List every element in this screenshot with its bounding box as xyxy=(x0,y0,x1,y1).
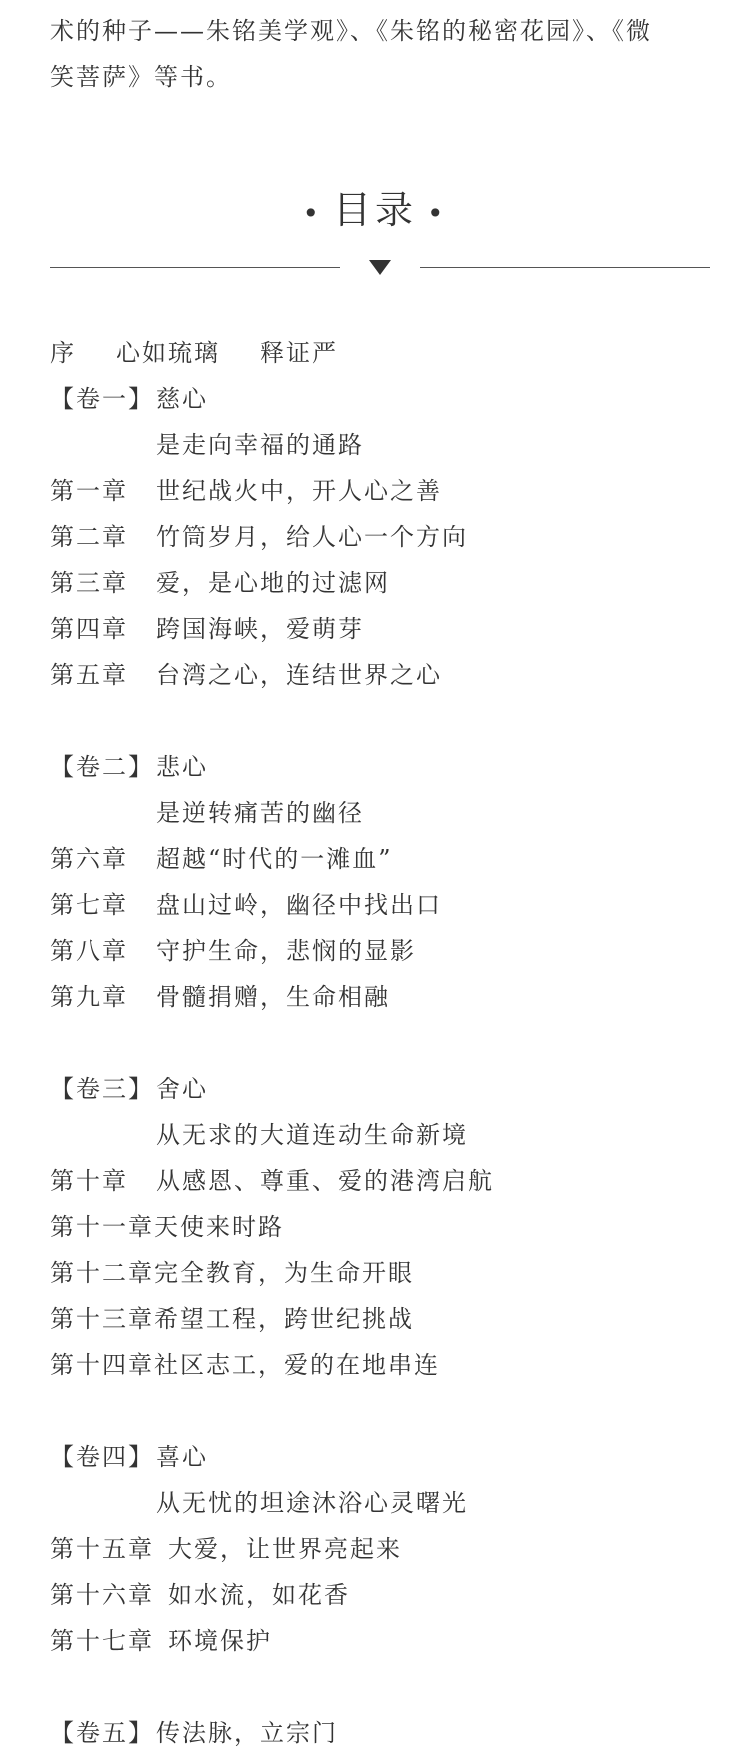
chapter-number: 第九章 xyxy=(50,983,128,1011)
intro-paragraph xyxy=(50,8,710,100)
chapter-number: 第一章 xyxy=(50,477,128,505)
chapter-row[interactable] xyxy=(50,882,710,928)
chapter-title: 骨髓捐赠，生命相融 xyxy=(156,983,390,1011)
volume-subtitle: 是逆转痛苦的幽径 xyxy=(156,799,364,827)
volume-title: 慈心 xyxy=(156,385,208,413)
chapter-title: 如水流，如花香 xyxy=(168,1581,350,1609)
chapter-title: 环境保护 xyxy=(168,1627,272,1655)
chapter-row[interactable] xyxy=(50,1204,710,1250)
section-spacer xyxy=(50,698,710,744)
divider-line-left xyxy=(50,267,340,268)
chapter-number: 第五章 xyxy=(50,661,128,689)
chapter-row[interactable] xyxy=(50,1526,710,1572)
chapter-title: 社区志工，爱的在地串连 xyxy=(154,1351,440,1379)
chapter-number: 第四章 xyxy=(50,615,128,643)
chapter-row[interactable] xyxy=(50,468,710,514)
chapter-number: 第十四章 xyxy=(50,1351,154,1379)
preface-author: 释证严 xyxy=(260,339,338,367)
volume-row[interactable] xyxy=(50,1066,710,1112)
chapter-title: 爱，是心地的过滤网 xyxy=(156,569,390,597)
volume-subtitle: 从无求的大道连动生命新境 xyxy=(156,1121,468,1149)
chapter-number: 第十章 xyxy=(50,1167,128,1195)
chapter-title: 跨国海峡，爱萌芽 xyxy=(156,615,364,643)
chapter-title: 完全教育，为生命开眼 xyxy=(154,1259,414,1287)
chapter-title: 台湾之心，连结世界之心 xyxy=(156,661,442,689)
intro-line: 笑菩萨》等书。 xyxy=(50,63,232,91)
intro-line: 术的种子——朱铭美学观》、《朱铭的秘密花园》、《微 xyxy=(50,17,652,45)
chapter-number: 第十一章 xyxy=(50,1213,154,1241)
chapter-title: 天使来时路 xyxy=(154,1213,284,1241)
chapter-row[interactable] xyxy=(50,1618,710,1664)
triangle-down-icon xyxy=(369,260,391,275)
chapter-number: 第十六章 xyxy=(50,1581,154,1609)
section-spacer xyxy=(50,1020,710,1066)
volume-subtitle-row xyxy=(50,1480,710,1526)
table-of-contents xyxy=(50,330,710,1756)
volume-subtitle-row xyxy=(50,790,710,836)
volume-label: 【卷三】 xyxy=(50,1075,154,1103)
chapter-number: 第七章 xyxy=(50,891,128,919)
chapter-row[interactable] xyxy=(50,1572,710,1618)
volume-row[interactable] xyxy=(50,1710,710,1756)
volume-subtitle-row xyxy=(50,422,710,468)
heading-dot-left: • xyxy=(302,196,323,230)
volume-label: 【卷四】 xyxy=(50,1443,154,1471)
chapter-row[interactable] xyxy=(50,606,710,652)
volume-row[interactable] xyxy=(50,744,710,790)
section-spacer xyxy=(50,1388,710,1434)
toc-heading xyxy=(0,182,750,242)
chapter-row[interactable] xyxy=(50,1250,710,1296)
chapter-title: 超越“时代的一滩血” xyxy=(156,845,393,873)
preface-label: 序 xyxy=(50,339,76,367)
chapter-title: 竹筒岁月，给人心一个方向 xyxy=(156,523,468,551)
chapter-title: 盘山过岭，幽径中找出口 xyxy=(156,891,442,919)
divider-line-right xyxy=(420,267,710,268)
chapter-row[interactable] xyxy=(50,1158,710,1204)
chapter-number: 第六章 xyxy=(50,845,128,873)
chapter-row[interactable] xyxy=(50,514,710,560)
volume-subtitle: 从无忧的坦途沐浴心灵曙光 xyxy=(156,1489,468,1517)
volume-subtitle-row xyxy=(50,1112,710,1158)
chapter-title: 从感恩、尊重、爱的港湾启航 xyxy=(156,1167,494,1195)
volume-title: 传法脉，立宗门 xyxy=(156,1719,338,1747)
chapter-row[interactable] xyxy=(50,652,710,698)
chapter-number: 第十五章 xyxy=(50,1535,154,1563)
volume-label: 【卷二】 xyxy=(50,753,154,781)
chapter-title: 世纪战火中，开人心之善 xyxy=(156,477,442,505)
chapter-number: 第十二章 xyxy=(50,1259,154,1287)
volume-title: 喜心 xyxy=(156,1443,208,1471)
chapter-number: 第十三章 xyxy=(50,1305,154,1333)
heading-divider xyxy=(50,258,710,278)
section-spacer xyxy=(50,1664,710,1710)
volume-title: 悲心 xyxy=(156,753,208,781)
preface-title: 心如琉璃 xyxy=(116,339,220,367)
chapter-title: 守护生命，悲悯的显影 xyxy=(156,937,416,965)
chapter-number: 第三章 xyxy=(50,569,128,597)
volume-subtitle: 是走向幸福的通路 xyxy=(156,431,364,459)
chapter-row[interactable] xyxy=(50,928,710,974)
chapter-row[interactable] xyxy=(50,560,710,606)
chapter-row[interactable] xyxy=(50,1342,710,1388)
heading-dot-right: • xyxy=(427,196,448,230)
chapter-row[interactable] xyxy=(50,1296,710,1342)
volume-label: 【卷一】 xyxy=(50,385,154,413)
chapter-number: 第十七章 xyxy=(50,1627,154,1655)
toc-title: 目录 xyxy=(332,188,417,232)
chapter-row[interactable] xyxy=(50,974,710,1020)
chapter-row[interactable] xyxy=(50,836,710,882)
volume-row[interactable] xyxy=(50,1434,710,1480)
volume-row[interactable] xyxy=(50,376,710,422)
preface-row[interactable] xyxy=(50,330,710,376)
chapter-title: 希望工程，跨世纪挑战 xyxy=(154,1305,414,1333)
volume-title: 舍心 xyxy=(156,1075,208,1103)
chapter-number: 第二章 xyxy=(50,523,128,551)
volume-label: 【卷五】 xyxy=(50,1719,154,1747)
chapter-title: 大爱，让世界亮起来 xyxy=(168,1535,402,1563)
chapter-number: 第八章 xyxy=(50,937,128,965)
